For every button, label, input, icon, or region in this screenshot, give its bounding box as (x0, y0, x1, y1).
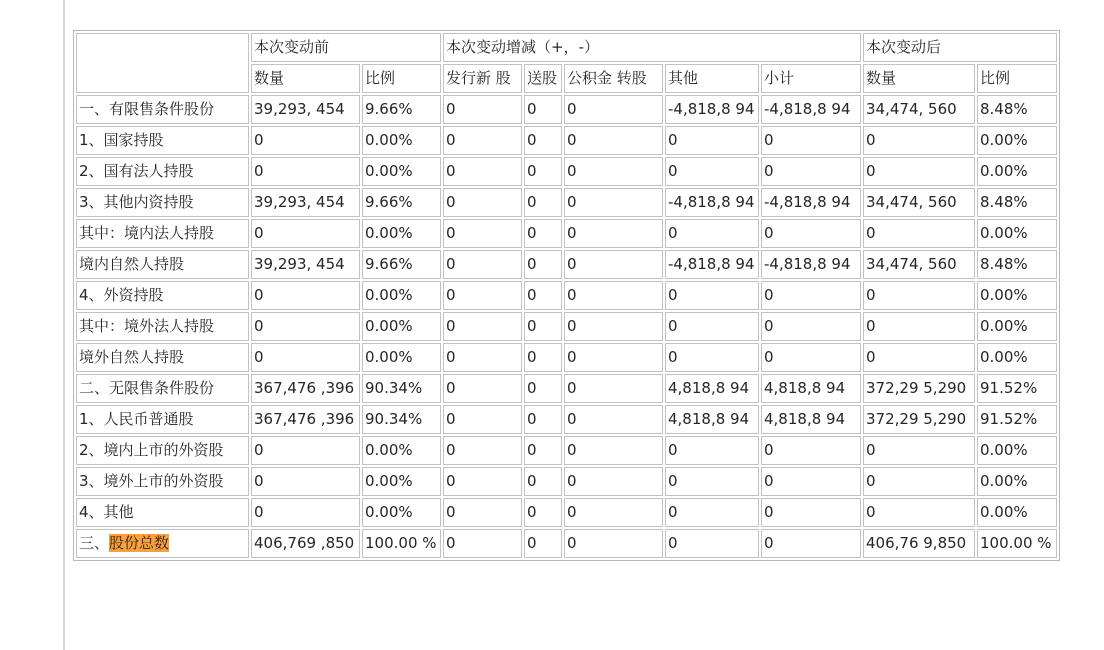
table-row-total (76, 529, 1057, 558)
ratio-after-cell: 91.52% (977, 374, 1057, 403)
reserve-conversion-cell: 0 (564, 157, 663, 186)
ratio-before-cell: 9.66% (362, 250, 441, 279)
ratio-after-cell: 8.48% (977, 188, 1057, 217)
row-label-cell: 一、有限售条件股份 (76, 95, 249, 124)
reserve-conversion-cell: 0 (564, 436, 663, 465)
new-issue-cell: 0 (443, 405, 522, 434)
other-change-cell: 0 (665, 126, 759, 155)
qty-after-cell: 0 (863, 312, 975, 341)
qty-before-cell: 39,293, 454 (251, 250, 360, 279)
ratio-before-cell: 100.00 % (362, 529, 441, 558)
new-issue-cell: 0 (443, 95, 522, 124)
ratio-before-cell: 0.00% (362, 281, 441, 310)
reserve-conversion-cell: 0 (564, 312, 663, 341)
ratio-after-cell: 8.48% (977, 250, 1057, 279)
new-issue-cell: 0 (443, 436, 522, 465)
bonus-shares-cell: 0 (524, 188, 562, 217)
new-issue-cell: 0 (443, 374, 522, 403)
qty-after-cell: 406,76 9,850 (863, 529, 975, 558)
share-change-table-wrapper (73, 30, 1060, 561)
table-row (76, 157, 1057, 186)
row-label-cell: 2、国有法人持股 (76, 157, 249, 186)
qty-after-cell: 34,474, 560 (863, 188, 975, 217)
bonus-shares-cell: 0 (524, 467, 562, 496)
new-issue-cell: 0 (443, 529, 522, 558)
table-row (76, 343, 1057, 372)
reserve-conversion-cell: 0 (564, 343, 663, 372)
reserve-conversion-cell: 0 (564, 188, 663, 217)
col-header-ratio: 比例 (362, 64, 441, 93)
reserve-conversion-cell: 0 (564, 95, 663, 124)
col-header-subtotal: 小计 (761, 64, 861, 93)
row-label-cell: 1、人民币普通股 (76, 405, 249, 434)
qty-after-cell: 34,474, 560 (863, 250, 975, 279)
subtotal-cell: 0 (761, 529, 861, 558)
row-label-cell: 3、其他内资持股 (76, 188, 249, 217)
row-label-cell: 其中：境内法人持股 (76, 219, 249, 248)
reserve-conversion-cell: 0 (564, 529, 663, 558)
ratio-after-cell: 0.00% (977, 219, 1057, 248)
bonus-shares-cell: 0 (524, 281, 562, 310)
qty-before-cell: 39,293, 454 (251, 95, 360, 124)
subtotal-cell: 4,818,8 94 (761, 405, 861, 434)
ratio-after-cell: 8.48% (977, 95, 1057, 124)
bonus-shares-cell: 0 (524, 529, 562, 558)
qty-before-cell: 406,769 ,850 (251, 529, 360, 558)
row-label-cell: 4、其他 (76, 498, 249, 527)
header-change: 本次变动增减（+，-） (443, 33, 861, 62)
ratio-after-cell: 0.00% (977, 436, 1057, 465)
ratio-before-cell: 0.00% (362, 467, 441, 496)
reserve-conversion-cell: 0 (564, 467, 663, 496)
ratio-before-cell: 0.00% (362, 219, 441, 248)
ratio-before-cell: 0.00% (362, 498, 441, 527)
ratio-before-cell: 90.34% (362, 405, 441, 434)
qty-before-cell: 0 (251, 281, 360, 310)
col-header-new-issue: 发行新 股 (443, 64, 522, 93)
ratio-before-cell: 0.00% (362, 436, 441, 465)
bonus-shares-cell: 0 (524, 343, 562, 372)
qty-before-cell: 0 (251, 343, 360, 372)
subtotal-cell: 0 (761, 467, 861, 496)
other-change-cell: 0 (665, 343, 759, 372)
ratio-before-cell: 0.00% (362, 126, 441, 155)
table-row (76, 250, 1057, 279)
header-before: 本次变动前 (251, 33, 441, 62)
other-change-cell: -4,818,8 94 (665, 250, 759, 279)
table-row (76, 126, 1057, 155)
row-label-cell: 境内自然人持股 (76, 250, 249, 279)
col-header-qty: 数量 (251, 64, 360, 93)
table-row (76, 95, 1057, 124)
subtotal-cell: 0 (761, 157, 861, 186)
other-change-cell: 0 (665, 436, 759, 465)
row-label-cell: 境外自然人持股 (76, 343, 249, 372)
ratio-after-cell: 0.00% (977, 498, 1057, 527)
qty-after-cell: 0 (863, 436, 975, 465)
other-change-cell: -4,818,8 94 (665, 188, 759, 217)
subtotal-cell: 0 (761, 281, 861, 310)
ratio-before-cell: 9.66% (362, 95, 441, 124)
bonus-shares-cell: 0 (524, 312, 562, 341)
new-issue-cell: 0 (443, 467, 522, 496)
qty-after-cell: 0 (863, 467, 975, 496)
table-row (76, 467, 1057, 496)
ratio-before-cell: 9.66% (362, 188, 441, 217)
new-issue-cell: 0 (443, 126, 522, 155)
row-label-cell: 3、境外上市的外资股 (76, 467, 249, 496)
bonus-shares-cell: 0 (524, 405, 562, 434)
subtotal-cell: 0 (761, 126, 861, 155)
subtotal-cell: 0 (761, 343, 861, 372)
ratio-after-cell: 91.52% (977, 405, 1057, 434)
col-header-ratio-after: 比例 (977, 64, 1057, 93)
bonus-shares-cell: 0 (524, 219, 562, 248)
table-row (76, 219, 1057, 248)
bonus-shares-cell: 0 (524, 436, 562, 465)
qty-before-cell: 0 (251, 467, 360, 496)
other-change-cell: 0 (665, 498, 759, 527)
left-margin-rule (63, 0, 65, 650)
qty-after-cell: 0 (863, 498, 975, 527)
row-label-cell: 1、国家持股 (76, 126, 249, 155)
total-label-prefix: 三、 (79, 534, 110, 552)
total-label-highlight: 股份总数 (109, 534, 170, 552)
ratio-after-cell: 0.00% (977, 281, 1057, 310)
qty-before-cell: 39,293, 454 (251, 188, 360, 217)
bonus-shares-cell: 0 (524, 157, 562, 186)
ratio-before-cell: 0.00% (362, 312, 441, 341)
table-row (76, 281, 1057, 310)
qty-after-cell: 0 (863, 157, 975, 186)
qty-before-cell: 367,476 ,396 (251, 405, 360, 434)
reserve-conversion-cell: 0 (564, 281, 663, 310)
ratio-after-cell: 100.00 % (977, 529, 1057, 558)
reserve-conversion-cell: 0 (564, 405, 663, 434)
bonus-shares-cell: 0 (524, 95, 562, 124)
other-change-cell: 0 (665, 219, 759, 248)
table-row (76, 188, 1057, 217)
new-issue-cell: 0 (443, 498, 522, 527)
header-after: 本次变动后 (863, 33, 1057, 62)
qty-before-cell: 0 (251, 157, 360, 186)
qty-after-cell: 372,29 5,290 (863, 374, 975, 403)
qty-before-cell: 0 (251, 312, 360, 341)
subtotal-cell: 0 (761, 219, 861, 248)
table-row (76, 436, 1057, 465)
subtotal-cell: 0 (761, 312, 861, 341)
new-issue-cell: 0 (443, 219, 522, 248)
ratio-after-cell: 0.00% (977, 343, 1057, 372)
other-change-cell: 0 (665, 467, 759, 496)
ratio-before-cell: 0.00% (362, 157, 441, 186)
reserve-conversion-cell: 0 (564, 219, 663, 248)
new-issue-cell: 0 (443, 188, 522, 217)
subtotal-cell: 4,818,8 94 (761, 374, 861, 403)
bonus-shares-cell: 0 (524, 250, 562, 279)
col-header-other: 其他 (665, 64, 759, 93)
new-issue-cell: 0 (443, 157, 522, 186)
other-change-cell: 0 (665, 529, 759, 558)
qty-before-cell: 0 (251, 126, 360, 155)
new-issue-cell: 0 (443, 343, 522, 372)
subtotal-cell: 0 (761, 498, 861, 527)
row-label-cell: 其中：境外法人持股 (76, 312, 249, 341)
reserve-conversion-cell: 0 (564, 250, 663, 279)
subtotal-cell: -4,818,8 94 (761, 95, 861, 124)
header-row-groups (76, 33, 1057, 62)
qty-before-cell: 0 (251, 219, 360, 248)
ratio-after-cell: 0.00% (977, 126, 1057, 155)
col-header-reserve: 公积金 转股 (564, 64, 663, 93)
subtotal-cell: -4,818,8 94 (761, 188, 861, 217)
row-label-cell: 4、外资持股 (76, 281, 249, 310)
other-change-cell: -4,818,8 94 (665, 95, 759, 124)
qty-after-cell: 0 (863, 219, 975, 248)
ratio-before-cell: 90.34% (362, 374, 441, 403)
subtotal-cell: -4,818,8 94 (761, 250, 861, 279)
table-row (76, 312, 1057, 341)
row-label-cell: 2、境内上市的外资股 (76, 436, 249, 465)
ratio-before-cell: 0.00% (362, 343, 441, 372)
qty-before-cell: 0 (251, 436, 360, 465)
new-issue-cell: 0 (443, 250, 522, 279)
bonus-shares-cell: 0 (524, 374, 562, 403)
bonus-shares-cell: 0 (524, 126, 562, 155)
row-label-cell (76, 529, 249, 558)
table-row (76, 405, 1057, 434)
share-change-table (73, 30, 1060, 561)
other-change-cell: 4,818,8 94 (665, 374, 759, 403)
header-corner-cell (76, 33, 249, 93)
new-issue-cell: 0 (443, 281, 522, 310)
table-row (76, 498, 1057, 527)
qty-after-cell: 0 (863, 281, 975, 310)
ratio-after-cell: 0.00% (977, 467, 1057, 496)
subtotal-cell: 0 (761, 436, 861, 465)
reserve-conversion-cell: 0 (564, 374, 663, 403)
col-header-bonus: 送股 (524, 64, 562, 93)
bonus-shares-cell: 0 (524, 498, 562, 527)
other-change-cell: 0 (665, 312, 759, 341)
qty-after-cell: 0 (863, 343, 975, 372)
other-change-cell: 4,818,8 94 (665, 405, 759, 434)
table-row (76, 374, 1057, 403)
qty-before-cell: 367,476 ,396 (251, 374, 360, 403)
ratio-after-cell: 0.00% (977, 312, 1057, 341)
col-header-qty-after: 数量 (863, 64, 975, 93)
ratio-after-cell: 0.00% (977, 157, 1057, 186)
reserve-conversion-cell: 0 (564, 126, 663, 155)
other-change-cell: 0 (665, 157, 759, 186)
new-issue-cell: 0 (443, 312, 522, 341)
row-label-cell: 二、无限售条件股份 (76, 374, 249, 403)
qty-after-cell: 372,29 5,290 (863, 405, 975, 434)
other-change-cell: 0 (665, 281, 759, 310)
qty-after-cell: 0 (863, 126, 975, 155)
qty-after-cell: 34,474, 560 (863, 95, 975, 124)
qty-before-cell: 0 (251, 498, 360, 527)
reserve-conversion-cell: 0 (564, 498, 663, 527)
